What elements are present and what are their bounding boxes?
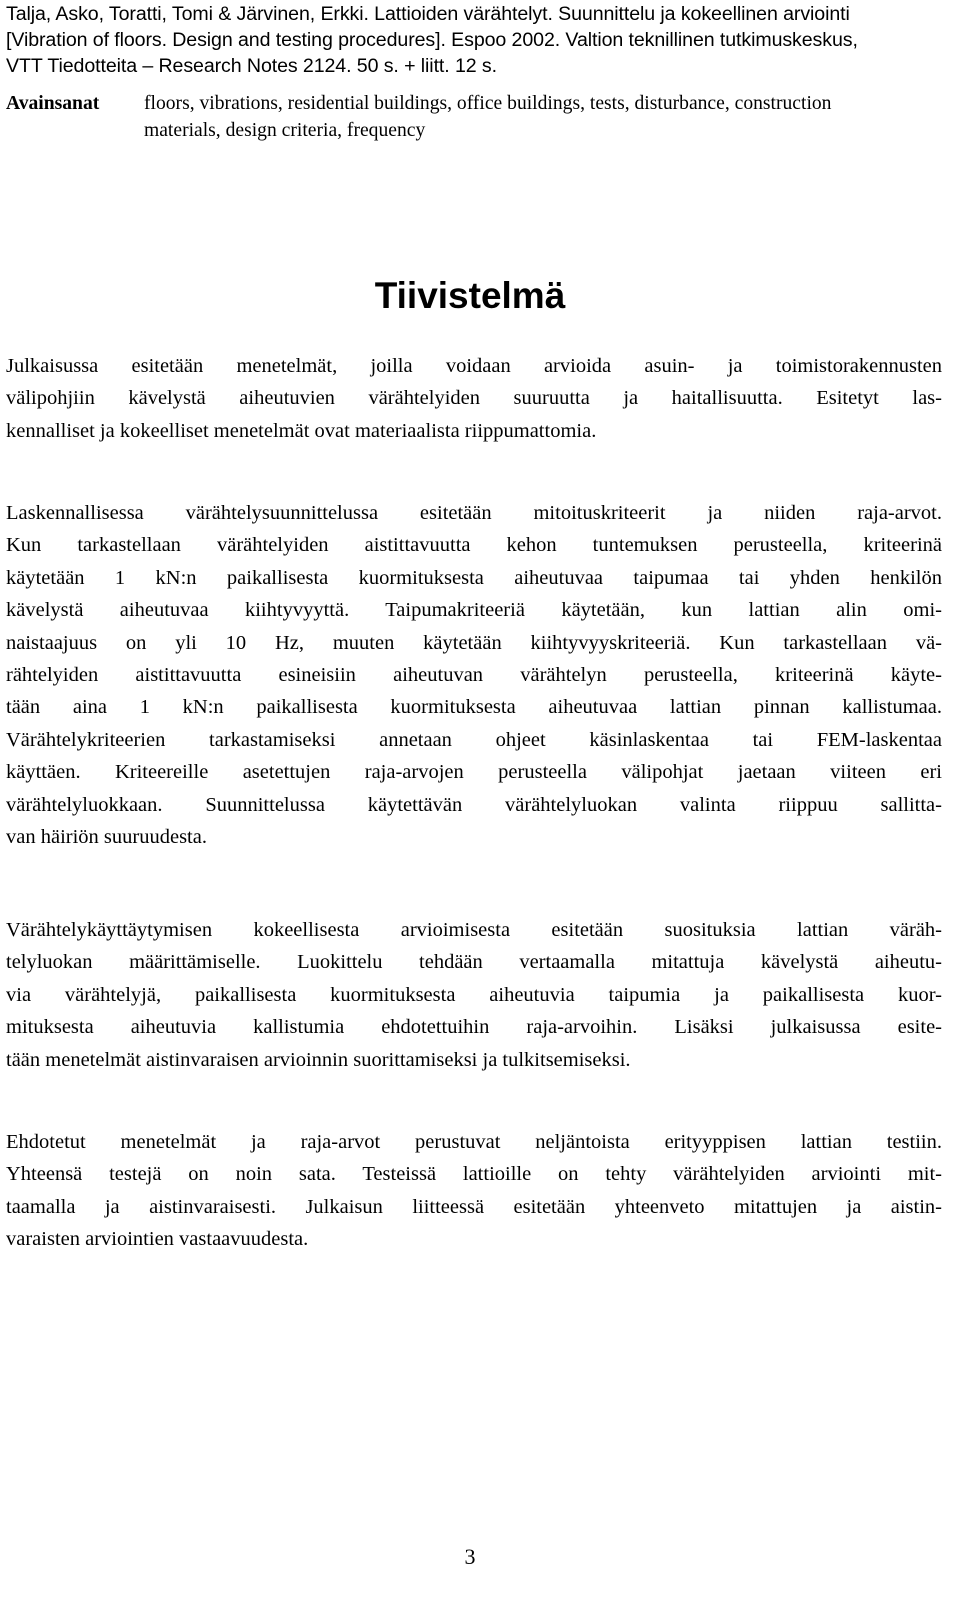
citation-line: VTT Tiedotteita – Research Notes 2124. 50 s. + liitt. 12 s. (6, 55, 497, 77)
abstract-heading: Tiivistelmä (374, 275, 566, 316)
abstract-paragraph-4 (6, 1126, 942, 1256)
paragraph-line: Värähtelykäyttäytymisen kokeellisesta arvioimisesta esitetään suosituksia lattian väräh- (6, 919, 942, 941)
paragraph-line: Julkaisussa esitetään menetelmät, joilla voidaan arvioida asuin- ja toimistorakennusten (6, 355, 942, 377)
citation-line: [Vibration of floors. Design and testing procedures]. Espoo 2002. Valtion teknillinen tutkimuskeskus, (6, 29, 858, 51)
keywords-line: floors, vibrations, residential buildings, office buildings, tests, disturbance, construction (144, 93, 832, 114)
paragraph-line: kennalliset ja kokeelliset menetelmät ovat materiaalista riippumattomia. (6, 419, 597, 442)
paragraph-line: mituksesta aiheutuvia kallistumia ehdotettuihin raja-arvoihin. Lisäksi julkaisussa esite- (6, 1016, 942, 1039)
paragraph-line: tään menetelmät aistinvaraisen arvioinnin suorittamiseksi ja tulkitsemiseksi. (6, 1048, 631, 1071)
paragraph-line: välipohjiin kävelystä aiheutuvien värähtelyiden suuruutta ja haitallisuutta. Esitetyt las- (6, 387, 942, 410)
abstract-paragraph-3 (6, 914, 942, 1076)
paragraph-line: Värähtelykriteerien tarkastamiseksi annetaan ohjeet käsinlaskentaa tai FEM-laskentaa (6, 728, 942, 751)
paragraph-line: Kun tarkastellaan värähtelyiden aistittavuutta kehon tuntemuksen perusteella, kriteerinä (6, 534, 942, 557)
paragraph-line: kävelystä aiheutuvaa kiihtyvyyttä. Taipumakriteeriä käytetään, kun lattian alin omi- (6, 599, 942, 622)
paragraph-line: telyluokan määrittämiselle. Luokittelu tehdään vertaamalla mitattuja kävelystä aiheutu- (6, 951, 942, 974)
page-number: 3 (464, 1544, 476, 1569)
paragraph-line: tään aina 1 kN:n paikallisesta kuormituksesta aiheutuvaa lattian pinnan kallistumaa. (6, 696, 942, 719)
citation-line: Talja, Asko, Toratti, Tomi & Järvinen, Erkki. Lattioiden värähtelyt. Suunnittelu ja kokeellinen arviointi (6, 3, 850, 25)
keywords-label: Avainsanat (6, 93, 100, 114)
keywords-line: materials, design criteria, frequency (144, 120, 426, 141)
paragraph-line: värähtelyluokkaan. Suunnittelussa käytettävän värähtelyluokan valinta riippuu sallitta- (6, 793, 942, 816)
paragraph-line: varaisten arviointien vastaavuudesta. (6, 1228, 309, 1251)
paragraph-line: van häiriön suuruudesta. (6, 826, 207, 849)
paragraph-line: rähtelyiden aistittavuutta esineisiin aiheutuvan värähtelyn perusteella, kriteerinä käyte- (6, 664, 942, 687)
bibliographic-citation (6, 1, 946, 79)
keywords-list (144, 90, 948, 144)
paragraph-line: naistaajuus on yli 10 Hz, muuten käytetään kiihtyvyyskriteeriä. Kun tarkastellaan vä- (6, 631, 942, 654)
abstract-paragraph-2 (6, 497, 942, 853)
paragraph-line: via värähtelyjä, paikallisesta kuormituksesta aiheutuvia taipumia ja paikallisesta kuor- (6, 983, 942, 1006)
paragraph-line: Yhteensä testejä on noin sata. Testeissä lattioille on tehty värähtelyiden arviointi mit- (6, 1163, 942, 1186)
paragraph-line: Ehdotetut menetelmät ja raja-arvot perustuvat neljäntoista erityyppisen lattian testiin. (6, 1131, 942, 1153)
paragraph-line: käyttäen. Kriteereille asetettujen raja-arvojen perusteella välipohjat jaetaan viiteen eri (6, 761, 942, 784)
paragraph-line: Laskennallisessa värähtelysuunnittelussa esitetään mitoituskriteerit ja niiden raja-arvot. (6, 502, 942, 524)
abstract-paragraph-1 (6, 350, 942, 447)
paragraph-line: taamalla ja aistinvaraisesti. Julkaisun liitteessä esitetään yhteenveto mitattujen ja aistin- (6, 1195, 942, 1218)
paragraph-line: käytetään 1 kN:n paikallisesta kuormituksesta aiheutuvaa taipumaa tai yhden henkilön (6, 566, 942, 589)
